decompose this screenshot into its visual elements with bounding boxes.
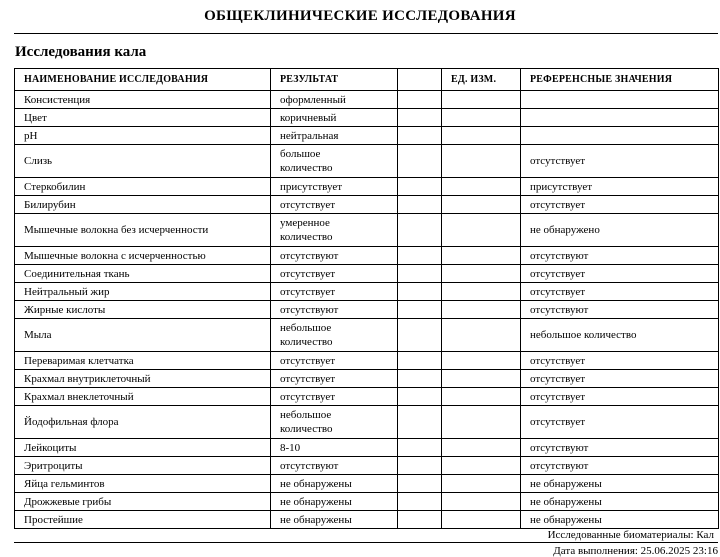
cell-unit xyxy=(442,247,521,265)
cell-result: отсутствует xyxy=(271,388,398,406)
table-row xyxy=(15,370,719,388)
cell-result: отсутствует xyxy=(271,283,398,301)
cell-reference: отсутствует xyxy=(521,145,719,178)
cell-flag xyxy=(398,511,442,529)
cell-flag xyxy=(398,178,442,196)
cell-reference: отсутствует xyxy=(521,352,719,370)
cell-result: отсутствует xyxy=(271,370,398,388)
cell-unit xyxy=(442,265,521,283)
cell-flag xyxy=(398,439,442,457)
cell-unit xyxy=(442,214,521,247)
cell-flag xyxy=(398,91,442,109)
cell-name: Мышечные волокна без исчерченности xyxy=(15,214,271,247)
cell-result: отсутствует xyxy=(271,352,398,370)
cell-reference: небольшое количество xyxy=(521,319,719,352)
table-row xyxy=(15,406,719,439)
cell-flag xyxy=(398,109,442,127)
cell-unit xyxy=(442,196,521,214)
header-unit: ЕД. ИЗМ. xyxy=(442,69,521,91)
cell-flag xyxy=(398,145,442,178)
cell-name: Дрожжевые грибы xyxy=(15,493,271,511)
cell-name: Крахмал внеклеточный xyxy=(15,388,271,406)
cell-result: отсутствуют xyxy=(271,247,398,265)
cell-reference: отсутствует xyxy=(521,406,719,439)
header-result: РЕЗУЛЬТАТ xyxy=(271,69,398,91)
table-row xyxy=(15,457,719,475)
cell-flag xyxy=(398,283,442,301)
completion-date: Дата выполнения: 25.06.2025 23:16 xyxy=(553,545,718,557)
cell-result: не обнаружены xyxy=(271,493,398,511)
header-name: НАИМЕНОВАНИЕ ИССЛЕДОВАНИЯ xyxy=(15,69,271,91)
header-reference: РЕФЕРЕНСНЫЕ ЗНАЧЕНИЯ xyxy=(521,69,719,91)
cell-name: pH xyxy=(15,127,271,145)
cell-result: отсутствует xyxy=(271,265,398,283)
cell-name: Стеркобилин xyxy=(15,178,271,196)
cell-flag xyxy=(398,406,442,439)
cell-reference: отсутствуют xyxy=(521,439,719,457)
title-divider xyxy=(14,33,718,34)
cell-result: небольшое количество xyxy=(271,319,398,352)
table-row xyxy=(15,196,719,214)
cell-reference: отсутствует xyxy=(521,265,719,283)
table-header-row xyxy=(15,69,719,91)
table-row xyxy=(15,439,719,457)
cell-flag xyxy=(398,475,442,493)
table-row xyxy=(15,109,719,127)
table-row xyxy=(15,352,719,370)
cell-reference: отсутствуют xyxy=(521,301,719,319)
cell-result: большое количество xyxy=(271,145,398,178)
cell-flag xyxy=(398,214,442,247)
cell-result: отсутствуют xyxy=(271,301,398,319)
document-title: ОБЩЕКЛИНИЧЕСКИЕ ИССЛЕДОВАНИЯ xyxy=(204,8,516,24)
cell-name: Консистенция xyxy=(15,91,271,109)
cell-unit xyxy=(442,91,521,109)
cell-name: Мышечные волокна с исчерченностью xyxy=(15,247,271,265)
table-row xyxy=(15,319,719,352)
cell-flag xyxy=(398,457,442,475)
cell-reference: отсутствуют xyxy=(521,247,719,265)
cell-result: не обнаружены xyxy=(271,475,398,493)
cell-result: коричневый xyxy=(271,109,398,127)
cell-name: Йодофильная флора xyxy=(15,406,271,439)
cell-name: Эритроциты xyxy=(15,457,271,475)
cell-unit xyxy=(442,283,521,301)
cell-name: Переваримая клетчатка xyxy=(15,352,271,370)
cell-reference: не обнаружены xyxy=(521,511,719,529)
cell-reference: присутствует xyxy=(521,178,719,196)
table-row xyxy=(15,247,719,265)
table-row xyxy=(15,178,719,196)
cell-result: умеренное количество xyxy=(271,214,398,247)
cell-result: отсутствуют xyxy=(271,457,398,475)
table-row xyxy=(15,127,719,145)
table-row xyxy=(15,145,719,178)
cell-unit xyxy=(442,352,521,370)
table-row xyxy=(15,214,719,247)
cell-flag xyxy=(398,196,442,214)
biomaterials-note: Исследованные биоматериалы: Кал xyxy=(547,529,714,541)
cell-result: отсутствует xyxy=(271,196,398,214)
cell-name: Простейшие xyxy=(15,511,271,529)
section-title: Исследования кала xyxy=(15,44,147,60)
cell-name: Яйца гельминтов xyxy=(15,475,271,493)
cell-reference xyxy=(521,91,719,109)
cell-name: Соединительная ткань xyxy=(15,265,271,283)
cell-unit xyxy=(442,301,521,319)
cell-result: оформленный xyxy=(271,91,398,109)
cell-reference xyxy=(521,127,719,145)
cell-reference: отсутствует xyxy=(521,196,719,214)
cell-name: Билирубин xyxy=(15,196,271,214)
cell-flag xyxy=(398,301,442,319)
cell-flag xyxy=(398,247,442,265)
cell-reference: не обнаружены xyxy=(521,475,719,493)
cell-result: 8-10 xyxy=(271,439,398,457)
cell-flag xyxy=(398,388,442,406)
cell-result: присутствует xyxy=(271,178,398,196)
cell-name: Цвет xyxy=(15,109,271,127)
cell-result: нейтральная xyxy=(271,127,398,145)
cell-name: Крахмал внутриклеточный xyxy=(15,370,271,388)
cell-name: Жирные кислоты xyxy=(15,301,271,319)
table-row xyxy=(15,301,719,319)
cell-unit xyxy=(442,439,521,457)
cell-name: Лейкоциты xyxy=(15,439,271,457)
footer-divider xyxy=(14,542,718,543)
cell-result: небольшое количество xyxy=(271,406,398,439)
cell-unit xyxy=(442,319,521,352)
cell-reference: отсутствует xyxy=(521,283,719,301)
cell-reference: отсутствуют xyxy=(521,457,719,475)
cell-result: не обнаружены xyxy=(271,511,398,529)
cell-unit xyxy=(442,127,521,145)
table-row xyxy=(15,265,719,283)
cell-flag xyxy=(398,352,442,370)
cell-unit xyxy=(442,406,521,439)
table-row xyxy=(15,475,719,493)
cell-reference: не обнаружено xyxy=(521,214,719,247)
cell-reference xyxy=(521,109,719,127)
cell-unit xyxy=(442,388,521,406)
table-row xyxy=(15,91,719,109)
cell-unit xyxy=(442,109,521,127)
cell-flag xyxy=(398,370,442,388)
cell-unit xyxy=(442,178,521,196)
table-row xyxy=(15,493,719,511)
cell-name: Мыла xyxy=(15,319,271,352)
cell-unit xyxy=(442,370,521,388)
cell-flag xyxy=(398,127,442,145)
cell-unit xyxy=(442,475,521,493)
table-row xyxy=(15,388,719,406)
header-flag xyxy=(398,69,442,91)
table-row xyxy=(15,511,719,529)
cell-reference: отсутствует xyxy=(521,388,719,406)
cell-unit xyxy=(442,145,521,178)
cell-unit xyxy=(442,511,521,529)
table-row xyxy=(15,283,719,301)
cell-name: Слизь xyxy=(15,145,271,178)
cell-reference: отсутствует xyxy=(521,370,719,388)
cell-unit xyxy=(442,493,521,511)
cell-unit xyxy=(442,457,521,475)
results-table xyxy=(14,68,719,529)
cell-name: Нейтральный жир xyxy=(15,283,271,301)
cell-flag xyxy=(398,319,442,352)
cell-flag xyxy=(398,265,442,283)
cell-reference: не обнаружены xyxy=(521,493,719,511)
cell-flag xyxy=(398,493,442,511)
